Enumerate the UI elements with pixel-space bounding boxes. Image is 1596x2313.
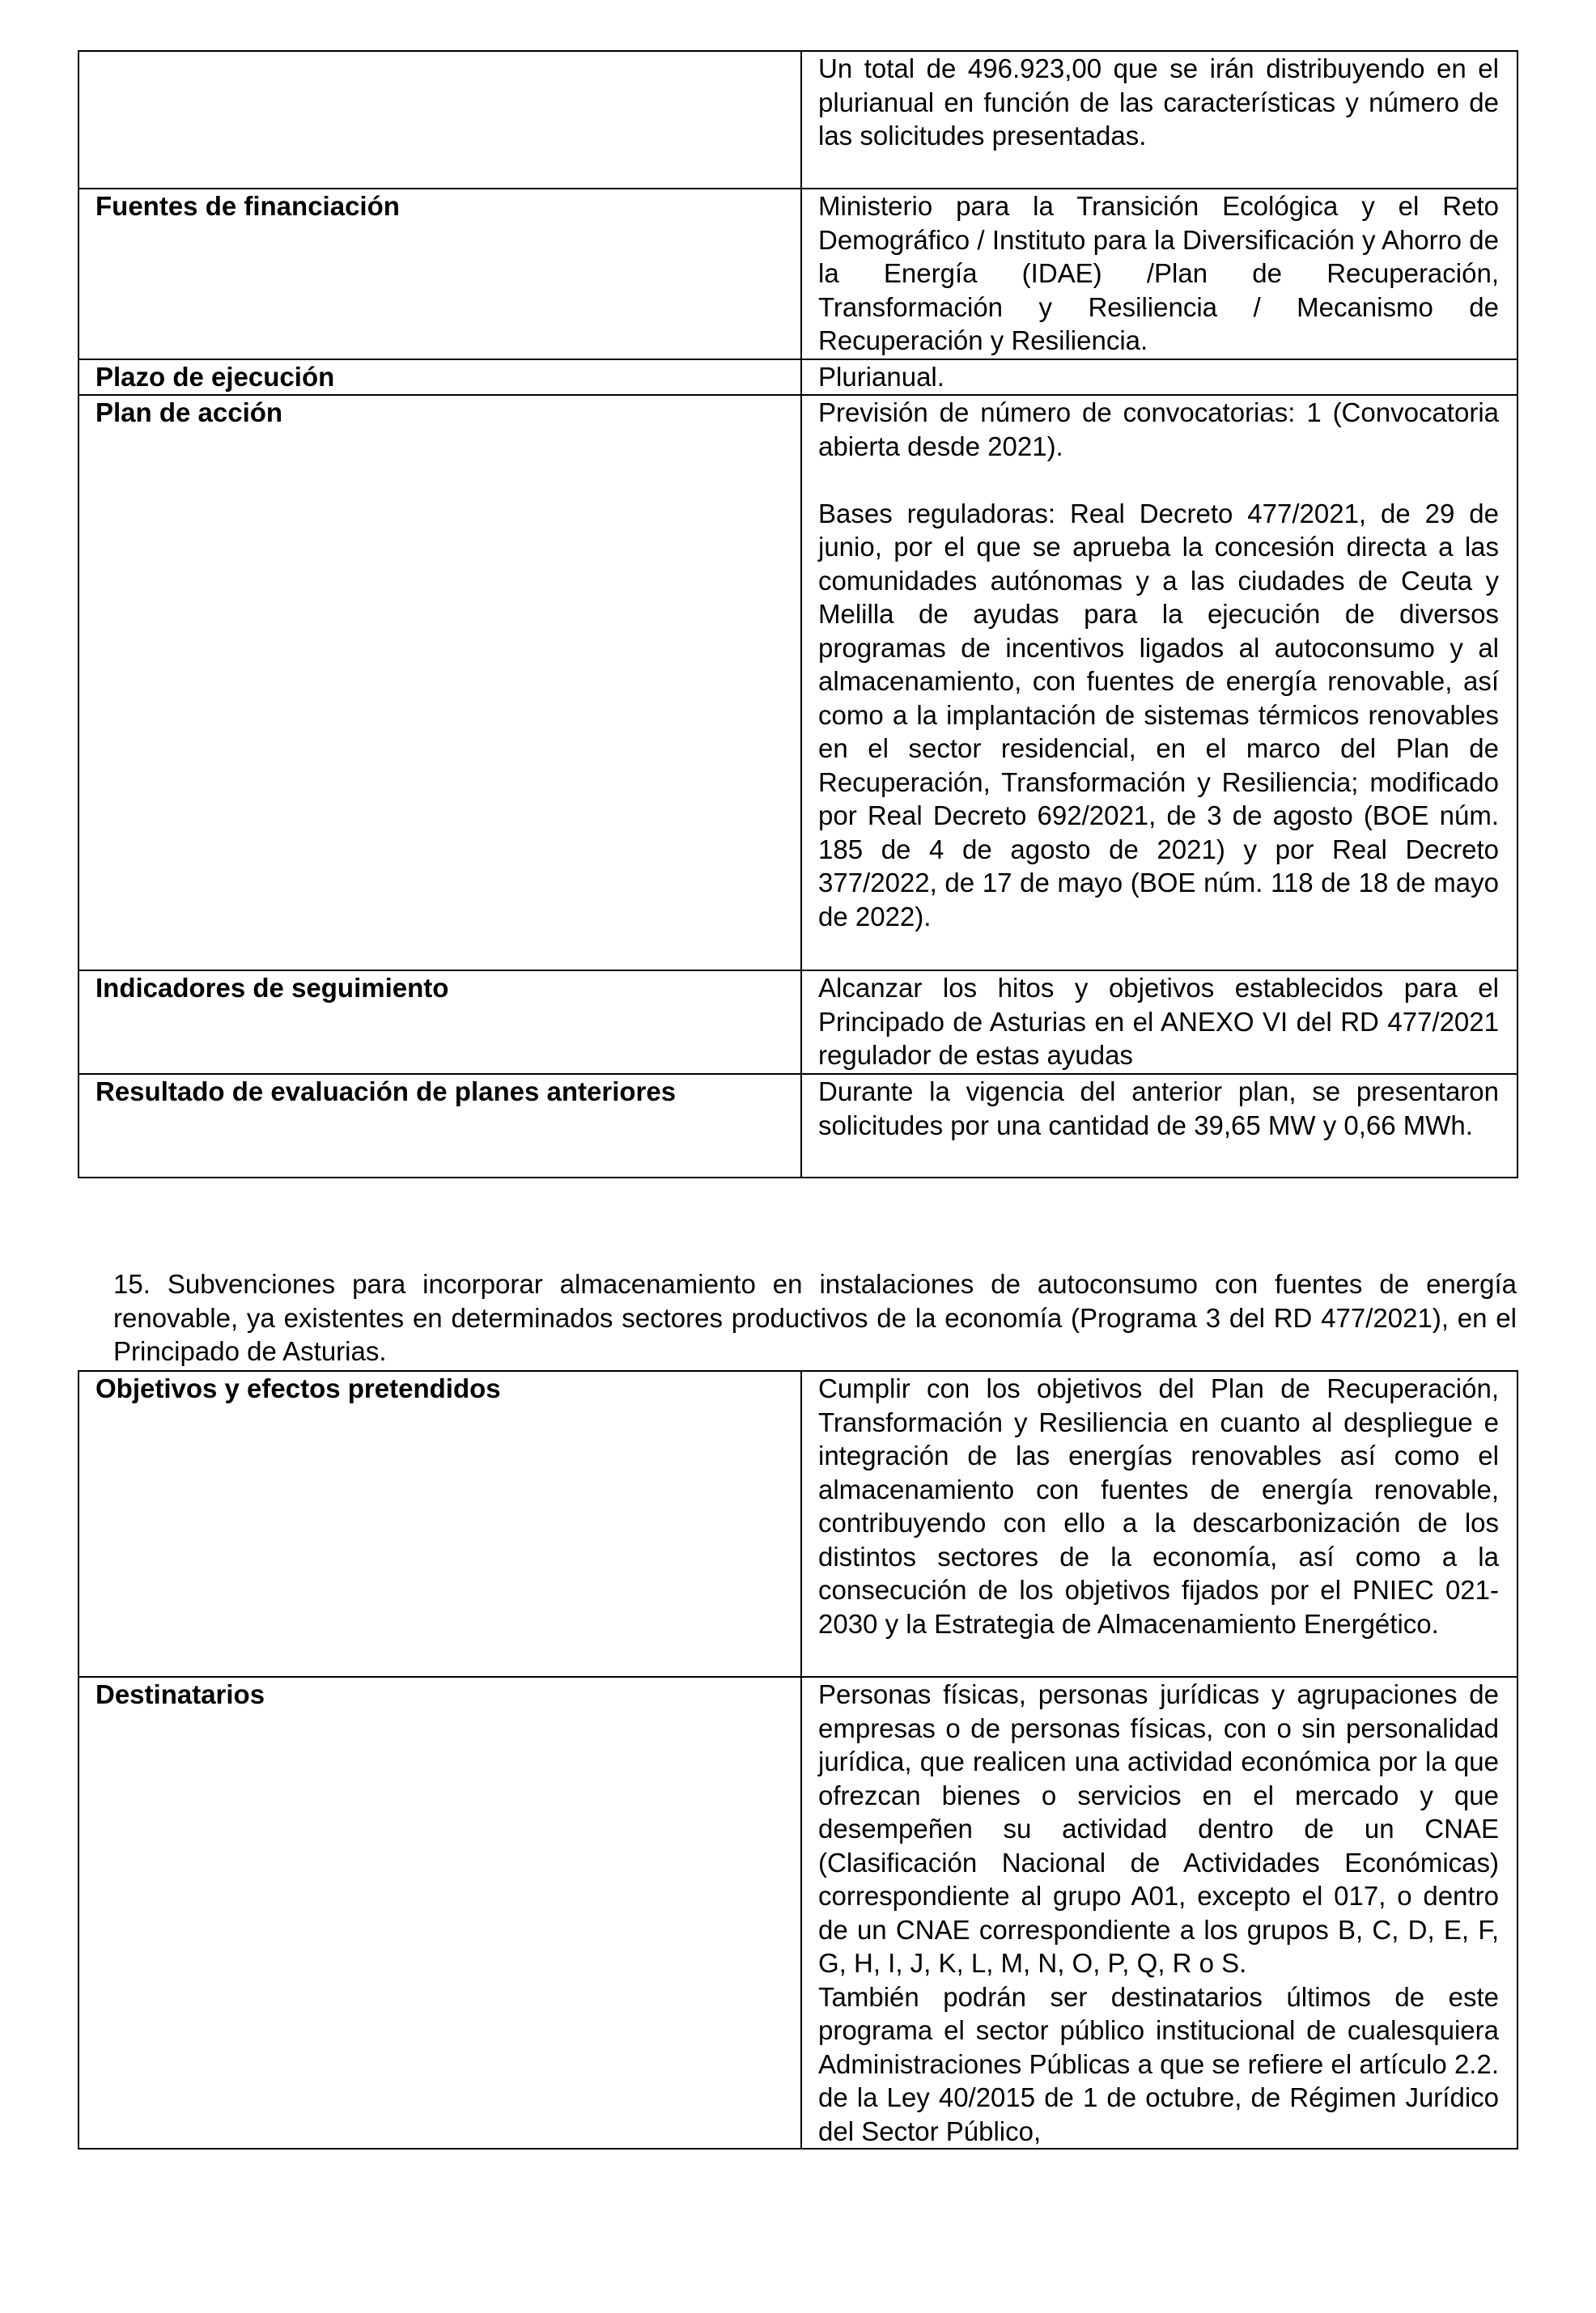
program-15-details-table	[78, 1370, 1518, 2150]
previous-plans-evaluation-value	[801, 1074, 1517, 1178]
execution-period-value	[801, 359, 1517, 395]
recipients-value	[801, 1677, 1517, 2149]
row-label-objectives: Objetivos y efectos pretendidos	[79, 1371, 801, 1677]
table-row	[79, 51, 1517, 189]
row-label-action-plan: Plan de acción	[79, 395, 801, 970]
paragraph: También podrán ser destinatarios últimos de este programa el sector público institucional de cualesquiera Administraciones Públicas a que se refiere el artículo 2.2. de la Ley 40/2015 de 1 de octubre, de Régimen Jurídico del Sector Público,	[818, 1981, 1499, 2146]
paragraph: Plurianual.	[818, 362, 944, 392]
table-row	[79, 395, 1517, 970]
row-label-previous-plans-evaluation: Resultado de evaluación de planes anteriores	[79, 1074, 801, 1178]
section-15-heading: 15. Subvenciones para incorporar almacenamiento en instalaciones de autoconsumo con fuentes de energía renovable, ya existentes en determinados sectores productivos de la economía (Programa 3 del RD 477/2021), en el Principado de Asturias.	[113, 1269, 1517, 1366]
row-label-recipients: Destinatarios	[79, 1677, 801, 2149]
budget-amount-value	[801, 51, 1517, 189]
table-row	[79, 970, 1517, 1074]
paragraph: Previsión de número de convocatorias: 1 (Convocatoria abierta desde 2021).	[818, 397, 1499, 461]
table-row	[79, 1677, 1517, 2149]
paragraph: Durante la vigencia del anterior plan, se presentaron solicitudes por una cantidad de 39,65 MW y 0,66 MWh.	[818, 1076, 1499, 1140]
paragraph: Un total de 496.923,00 que se irán distribuyendo en el plurianual en función de las características y número de las solicitudes presentadas.	[818, 53, 1499, 151]
action-plan-value	[801, 395, 1517, 970]
table-row	[79, 1074, 1517, 1178]
paragraph: Bases reguladoras: Real Decreto 477/2021, de 29 de junio, por el que se aprueba la concesión directa a las comunidades autónomas y a las ciudades de Ceuta y Melilla de ayudas para la ejecución de diversos programas de incentivos ligados al autoconsumo y al almacenamiento, con fuentes de energía renovable, así como a la implantación de sistemas térmicos renovables en el sector residencial, en el marco del Plan de Recuperación, Transformación y Resiliencia; modificado por Real Decreto 692/2021, de 3 de agosto (BOE núm. 185 de 4 de agosto de 2021) y por Real Decreto 377/2022, de 17 de mayo (BOE núm. 118 de 18 de mayo de 2022).	[818, 498, 1499, 932]
funding-sources-value	[801, 189, 1517, 359]
table-row	[79, 1371, 1517, 1677]
paragraph: Alcanzar los hitos y objetivos establecidos para el Principado de Asturias en el ANEXO VI del RD 477/2021 regulador de estas ayudas	[818, 973, 1499, 1070]
table-row	[79, 189, 1517, 359]
paragraph: Personas físicas, personas jurídicas y agrupaciones de empresas o de personas físicas, con o sin personalidad jurídica, que realicen una actividad económica por la que ofrezcan bienes o servicios en el mercado y que desempeñen su actividad dentro de un CNAE (Clasificación Nacional de Actividades Económicas) correspondiente al grupo A01, excepto el 017, o dentro de un CNAE correspondiente a los grupos B, C, D, E, F, G, H, I, J, K, L, M, N, O, P, Q, R o S.	[818, 1679, 1499, 1978]
table-row	[79, 359, 1517, 395]
paragraph: Cumplir con los objetivos del Plan de Recuperación, Transformación y Resiliencia en cuanto al despliegue e integración de las energías renovables así como el almacenamiento con fuentes de energía renovable, contribuyendo con ello a la descarbonización de los distintos sectores de la economía, así como a la consecución de los objetivos fijados por el PNIEC 021-2030 y la Estrategia de Almacenamiento Energético.	[818, 1373, 1499, 1639]
program-14-details-table	[78, 50, 1518, 1178]
objectives-value	[801, 1371, 1517, 1677]
monitoring-indicators-value	[801, 970, 1517, 1074]
row-label-execution-period: Plazo de ejecución	[79, 359, 801, 395]
row-label-funding-sources: Fuentes de financiación	[79, 189, 801, 359]
row-label-monitoring-indicators: Indicadores de seguimiento	[79, 970, 801, 1074]
paragraph: Ministerio para la Transición Ecológica y el Reto Demográfico / Instituto para la Diversificación y Ahorro de la Energía (IDAE) /Plan de Recuperación, Transformación y Resiliencia / Mecanismo de Recuperación y Resiliencia.	[818, 191, 1499, 355]
row-label-empty	[79, 51, 801, 189]
